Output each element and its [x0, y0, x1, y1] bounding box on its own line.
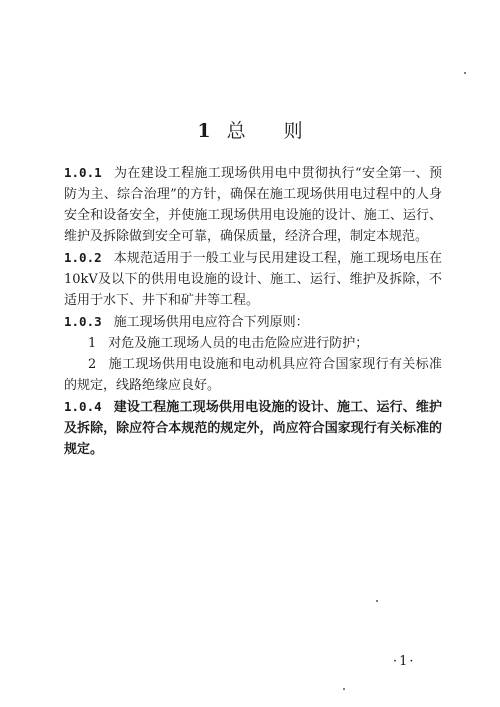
clause-number: 1.0.3 — [64, 314, 102, 329]
clause-1-0-3 — [64, 311, 442, 333]
item-text: 对危及施工现场人员的电击危险应进行防护； — [108, 336, 369, 351]
clause-1-0-3-item-1 — [64, 333, 442, 354]
clause-text: 为在建设工程施工现场供用电中贯彻执行“安全第一、预防为主、综合治理”的方针，确保在施工现场供用电过程中的人身安全和设备安全，并使施工现场供用电设施的设计、施工、运行、维护及拆除做到安全可靠，确保质量，经济合理，制定本规范。 — [64, 166, 442, 244]
clause-number: 1.0.1 — [64, 165, 102, 180]
chapter-title-char-2: 则 — [283, 119, 303, 142]
scan-speck — [464, 72, 466, 74]
clause-text: 建设工程施工现场供用电设施的设计、施工、运行、维护及拆除，除应符合本规范的规定外，尚应符合国家现行有关标准的规定。 — [64, 400, 442, 457]
chapter-title — [0, 116, 500, 143]
clause-text: 本规范适用于一般工业与民用建设工程，施工现场电压在10kV及以下的供用电设施的设计、施工、运行、维护及拆除，不适用于水下、井下和矿井等工程。 — [64, 251, 442, 308]
clause-text: 施工现场供用电应符合下列原则： — [113, 315, 309, 330]
clause-1-0-1 — [64, 162, 442, 247]
chapter-body — [64, 162, 442, 460]
item-number: 2 — [88, 357, 97, 372]
clause-1-0-2 — [64, 247, 442, 311]
page-number: ·1· — [393, 654, 416, 669]
clause-1-0-3-item-2 — [64, 354, 442, 396]
chapter-number: 1 — [197, 119, 211, 142]
item-number: 1 — [88, 336, 97, 351]
scan-speck — [376, 600, 378, 602]
chapter-title-char-1: 总 — [226, 119, 246, 142]
item-text: 施工现场供用电设施和电动机具应符合国家现行有关标准的规定，线路绝缘应良好。 — [64, 357, 442, 393]
clause-1-0-4 — [64, 396, 442, 460]
clause-number: 1.0.2 — [64, 250, 102, 265]
scan-speck — [343, 688, 345, 690]
clause-number: 1.0.4 — [64, 399, 102, 414]
